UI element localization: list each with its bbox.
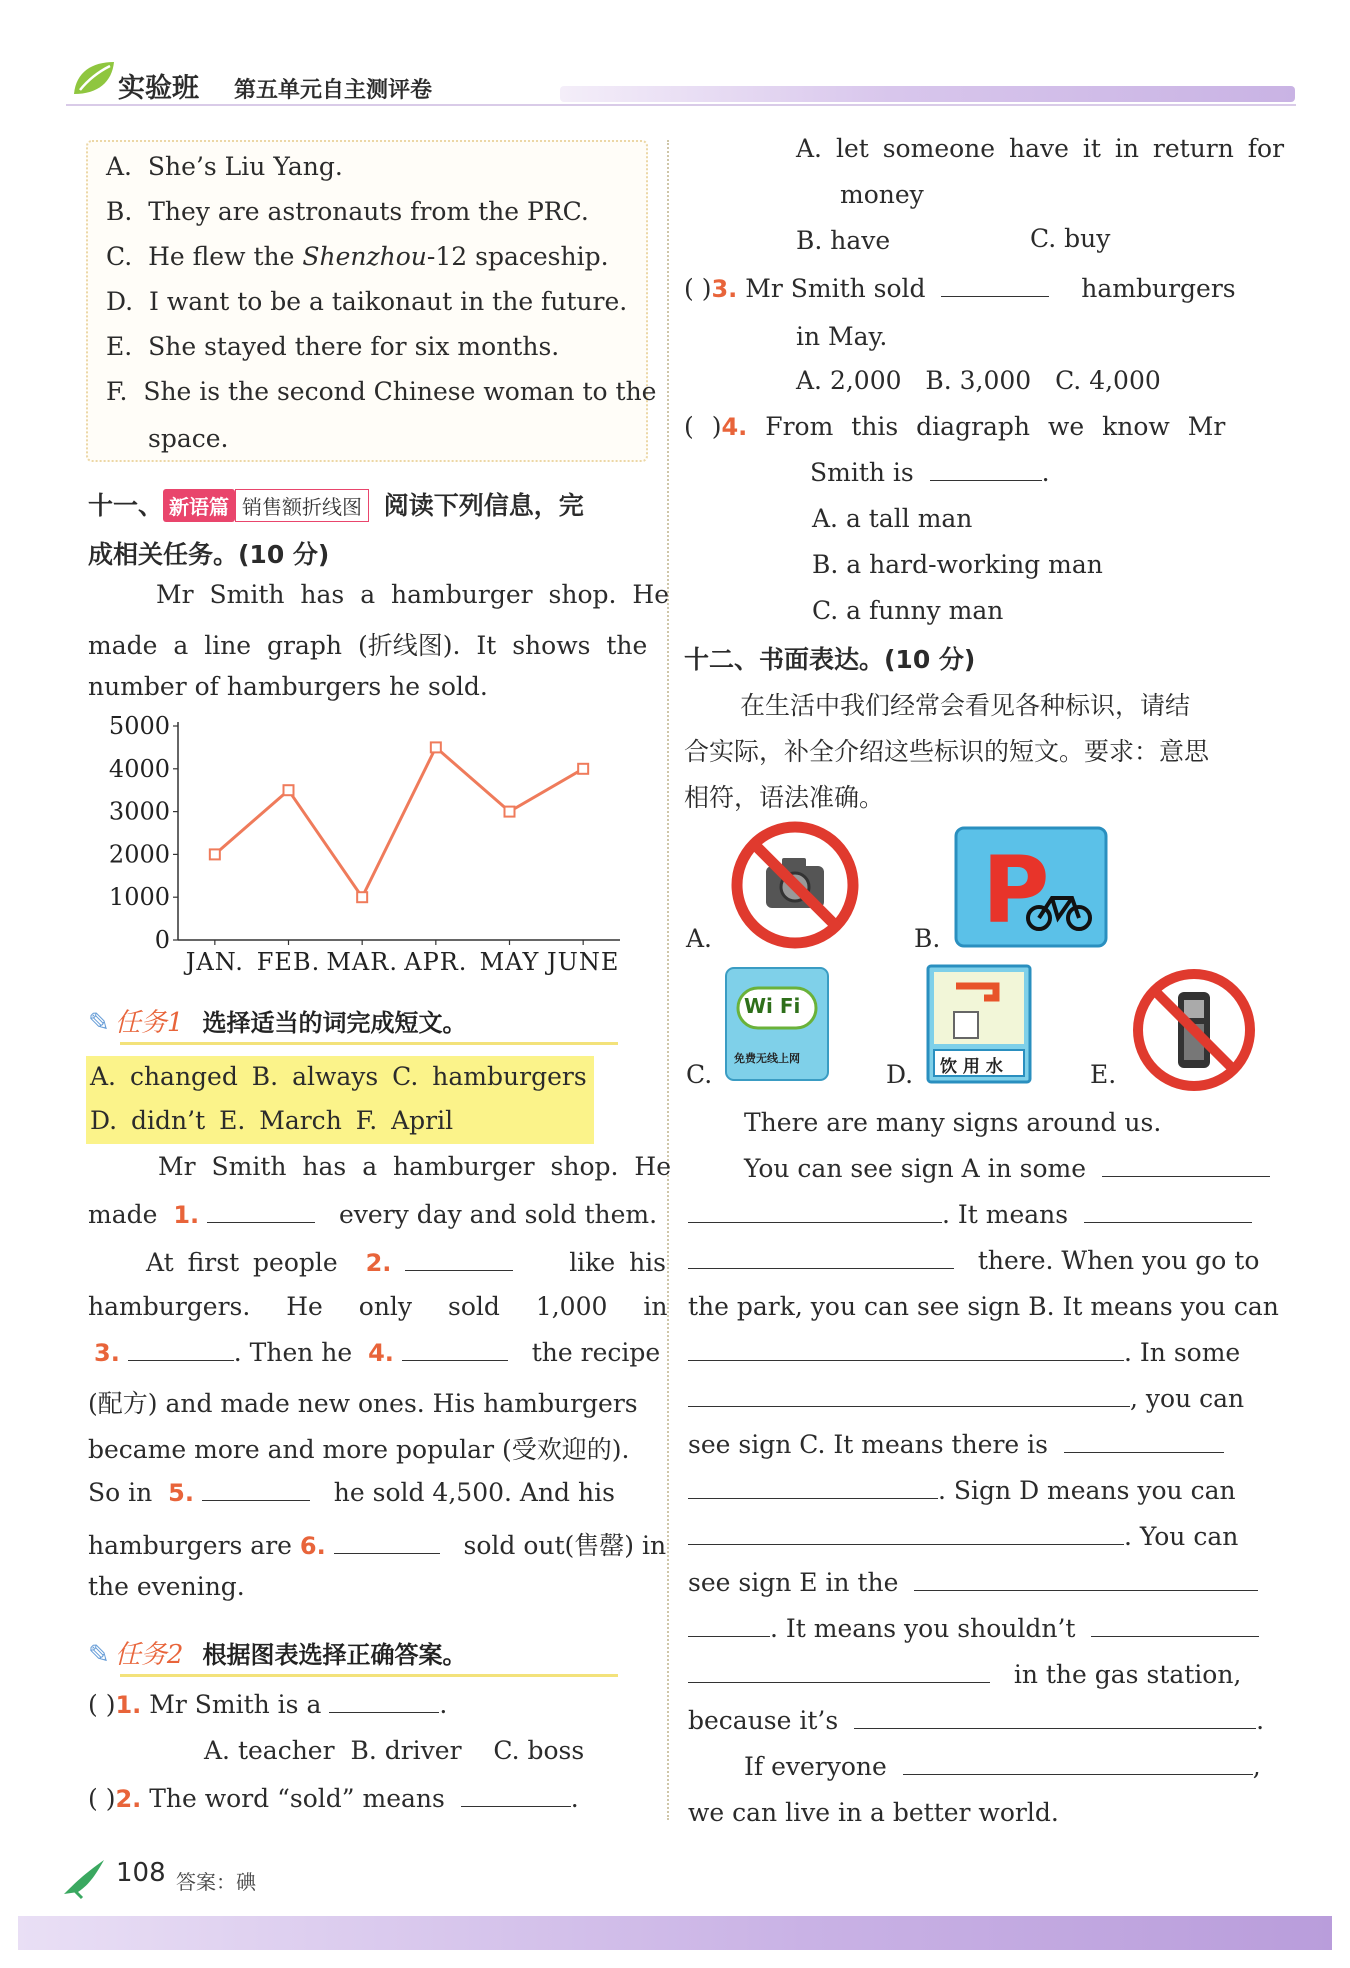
essay-blank-1[interactable] — [1102, 1154, 1270, 1177]
no-phone-sign-icon — [1130, 966, 1258, 1094]
q2-blank[interactable] — [461, 1784, 571, 1807]
line-chart — [100, 710, 640, 980]
option-f-cont: space. — [148, 424, 229, 453]
essay-blank-9[interactable] — [688, 1522, 1124, 1545]
option-a: A. She’s Liu Yang. — [106, 152, 343, 181]
question-4: ( )4. From this diagraph we know Mr — [684, 412, 1226, 441]
essay-line-6: . In some — [688, 1338, 1240, 1367]
x-tick-label: MAY — [479, 948, 540, 976]
y-tick-label: 1000 — [108, 883, 170, 912]
pencil-icon: ✎ — [88, 1640, 110, 1670]
tag-new-passage: 新语篇 — [163, 489, 235, 522]
passage-line-9: hamburgers are 6. sold out(售罄) in — [88, 1531, 667, 1560]
answer-label: 答案：碘 — [176, 1870, 256, 1894]
essay-blank-14[interactable] — [854, 1706, 1256, 1729]
q4-option-b: B. a hard-working man — [812, 550, 1103, 579]
footer-band — [18, 1916, 1332, 1950]
option-d: D. I want to be a taikonaut in the future. — [106, 287, 628, 316]
q2-option-b: B. have — [796, 226, 891, 255]
svg-text:P: P — [982, 837, 1050, 944]
no-camera-sign-icon — [730, 820, 860, 950]
bird-logo-icon — [60, 1854, 110, 1900]
question-2: ( )2. The word “sold” means . — [88, 1784, 579, 1813]
q2-option-a: A. let someone have it in return for — [796, 134, 1285, 163]
intro-line-2: made a line graph (折线图). It shows the — [88, 631, 648, 660]
q1-blank[interactable] — [329, 1690, 439, 1713]
q3-blank[interactable] — [941, 274, 1049, 297]
essay-blank-13[interactable] — [688, 1660, 990, 1683]
word-bank-row-1: A. changed B. always C. hamburgers — [90, 1062, 587, 1091]
section-12-title: 十二、书面表达。(10 分) — [684, 645, 976, 674]
section-11-title: 十一、 新语篇 销售额折线图 阅读下列信息，完 — [88, 491, 584, 520]
blank-1[interactable] — [207, 1200, 315, 1223]
column-divider — [667, 140, 669, 1820]
essay-blank-7[interactable] — [1064, 1430, 1224, 1453]
essay-line-4: there. When you go to — [688, 1246, 1259, 1275]
sales-line — [215, 747, 583, 897]
essay-blank-5[interactable] — [688, 1338, 1124, 1361]
sign-b-label: B. — [914, 924, 941, 953]
data-point — [210, 849, 220, 859]
passage-line-10: the evening. — [88, 1572, 245, 1601]
sign-a-label: A. — [686, 924, 713, 953]
wifi-caption: 免费无线上网 — [734, 1052, 800, 1065]
y-tick-label: 3000 — [108, 797, 170, 826]
option-b: B. They are astronauts from the PRC. — [106, 197, 589, 226]
essay-line-7: , you can — [688, 1384, 1244, 1413]
data-point — [578, 764, 588, 774]
intro-line-3: number of hamburgers he sold. — [88, 672, 488, 701]
blank-2[interactable] — [405, 1248, 513, 1271]
data-point — [357, 892, 367, 902]
x-tick-label: APR. — [404, 948, 468, 976]
x-tick-label: JAN. — [185, 948, 244, 976]
q3-options: A. 2,000 B. 3,000 C. 4,000 — [796, 366, 1161, 395]
essay-line-10: . You can — [688, 1522, 1238, 1551]
blank-5[interactable] — [202, 1478, 310, 1501]
sign-c-label: C. — [686, 1060, 713, 1089]
task-1-heading: ✎ 任务1 选择适当的词完成短文。 — [88, 1008, 467, 1038]
essay-line-1: There are many signs around us. — [744, 1108, 1162, 1137]
q1-options: A. teacher B. driver C. boss — [204, 1736, 585, 1765]
water-caption: 饮 用 水 — [940, 1057, 1003, 1077]
essay-line-9: . Sign D means you can — [688, 1476, 1236, 1505]
q4-line-2: Smith is . — [810, 458, 1050, 487]
essay-line-12: . It means you shouldn’t — [688, 1614, 1259, 1643]
option-c: C. He flew the Shenzhou-12 spaceship. — [106, 242, 609, 271]
task-1-underline — [120, 1042, 618, 1045]
data-point — [284, 785, 294, 795]
essay-blank-15[interactable] — [903, 1752, 1253, 1775]
word-bank-row-2: D. didn’t E. March F. April — [90, 1106, 454, 1135]
blank-3[interactable] — [128, 1338, 234, 1361]
question-1: ( )1. Mr Smith is a . — [88, 1690, 448, 1719]
leaf-logo-icon — [70, 58, 118, 98]
essay-blank-3[interactable] — [1084, 1200, 1252, 1223]
data-point — [431, 742, 441, 752]
x-tick-label: JUNE — [546, 948, 620, 976]
q3-line-2: in May. — [796, 322, 888, 351]
pencil-icon: ✎ — [88, 1008, 110, 1038]
passage-line-1: Mr Smith has a hamburger shop. He — [158, 1152, 671, 1181]
x-tick-label: MAR. — [326, 948, 398, 976]
essay-blank-12[interactable] — [1091, 1614, 1259, 1637]
tag-line-chart: 销售额折线图 — [235, 489, 369, 522]
task-2-heading: ✎ 任务2 根据图表选择正确答案。 — [88, 1640, 467, 1670]
essay-blank-10[interactable] — [914, 1568, 1258, 1591]
essay-line-13: in the gas station, — [688, 1660, 1241, 1689]
passage-line-3: At first people 2. like his — [146, 1248, 666, 1277]
q4-blank[interactable] — [930, 458, 1042, 481]
section-12-instr-3: 相符，语法准确。 — [684, 783, 885, 812]
blank-6[interactable] — [334, 1531, 440, 1554]
passage-line-6: (配方) and made new ones. His hamburgers — [88, 1389, 638, 1418]
essay-line-14: because it’s . — [688, 1706, 1265, 1735]
q4-option-a: A. a tall man — [812, 504, 973, 533]
essay-blank-11[interactable] — [688, 1614, 770, 1637]
passage-line-7: became more and more popular (受欢迎的). — [88, 1435, 630, 1464]
y-tick-label: 2000 — [108, 840, 170, 869]
bike-parking-sign-icon — [954, 826, 1108, 948]
section-12-instr-1: 在生活中我们经常会看见各种标识，请结 — [740, 691, 1191, 720]
passage-line-2: made 1. every day and sold them. — [88, 1200, 658, 1229]
q2-option-c: C. buy — [1030, 224, 1111, 253]
header-band — [560, 86, 1295, 102]
header — [0, 0, 1350, 110]
unit-title: 第五单元自主测评卷 — [234, 77, 433, 103]
header-divider — [66, 104, 1296, 106]
essay-blank-4[interactable] — [688, 1246, 954, 1269]
page-number: 108 — [116, 1858, 166, 1888]
option-e: E. She stayed there for six months. — [106, 332, 560, 361]
y-tick-label: 0 — [154, 926, 170, 954]
essay-blank-2[interactable] — [688, 1200, 942, 1223]
option-f: F. She is the second Chinese woman to the — [106, 377, 657, 406]
passage-line-8: So in 5. he sold 4,500. And his — [88, 1478, 615, 1507]
essay-line-3: . It means — [688, 1200, 1252, 1229]
q4-option-c: C. a funny man — [812, 596, 1004, 625]
essay-line-16: we can live in a better world. — [688, 1798, 1059, 1827]
section-12-instr-2: 合实际，补全介绍这些标识的短文。要求：意思 — [684, 737, 1210, 766]
y-tick-label: 4000 — [108, 754, 170, 783]
question-3: ( )3. Mr Smith sold hamburgers — [684, 274, 1236, 303]
passage-line-4: hamburgers. He only sold 1,000 in — [88, 1292, 668, 1321]
x-tick-label: FEB. — [256, 948, 321, 976]
essay-line-11: see sign E in the — [688, 1568, 1258, 1597]
essay-line-2: You can see sign A in some — [744, 1154, 1270, 1183]
q2-option-a-cont: money — [840, 180, 924, 209]
essay-blank-6[interactable] — [688, 1384, 1130, 1407]
essay-line-5: the park, you can see sign B. It means you can — [688, 1292, 1279, 1321]
section-11-title-cont: 成相关任务。(10 分) — [88, 540, 330, 569]
passage-line-5: 3. . Then he 4. the recipe — [94, 1338, 661, 1367]
essay-line-15: If everyone , — [744, 1752, 1261, 1781]
wifi-text: Wi Fi — [744, 994, 801, 1018]
blank-4[interactable] — [402, 1338, 508, 1361]
data-point — [505, 807, 515, 817]
essay-blank-8[interactable] — [688, 1476, 938, 1499]
brand-title: 实验班 — [118, 73, 199, 104]
intro-line-1: Mr Smith has a hamburger shop. He — [156, 580, 669, 609]
sign-d-label: D. — [886, 1060, 914, 1089]
task-2-underline — [120, 1674, 618, 1677]
essay-line-8: see sign C. It means there is — [688, 1430, 1224, 1459]
sign-e-label: E. — [1090, 1060, 1117, 1089]
y-tick-label: 5000 — [108, 712, 170, 740]
